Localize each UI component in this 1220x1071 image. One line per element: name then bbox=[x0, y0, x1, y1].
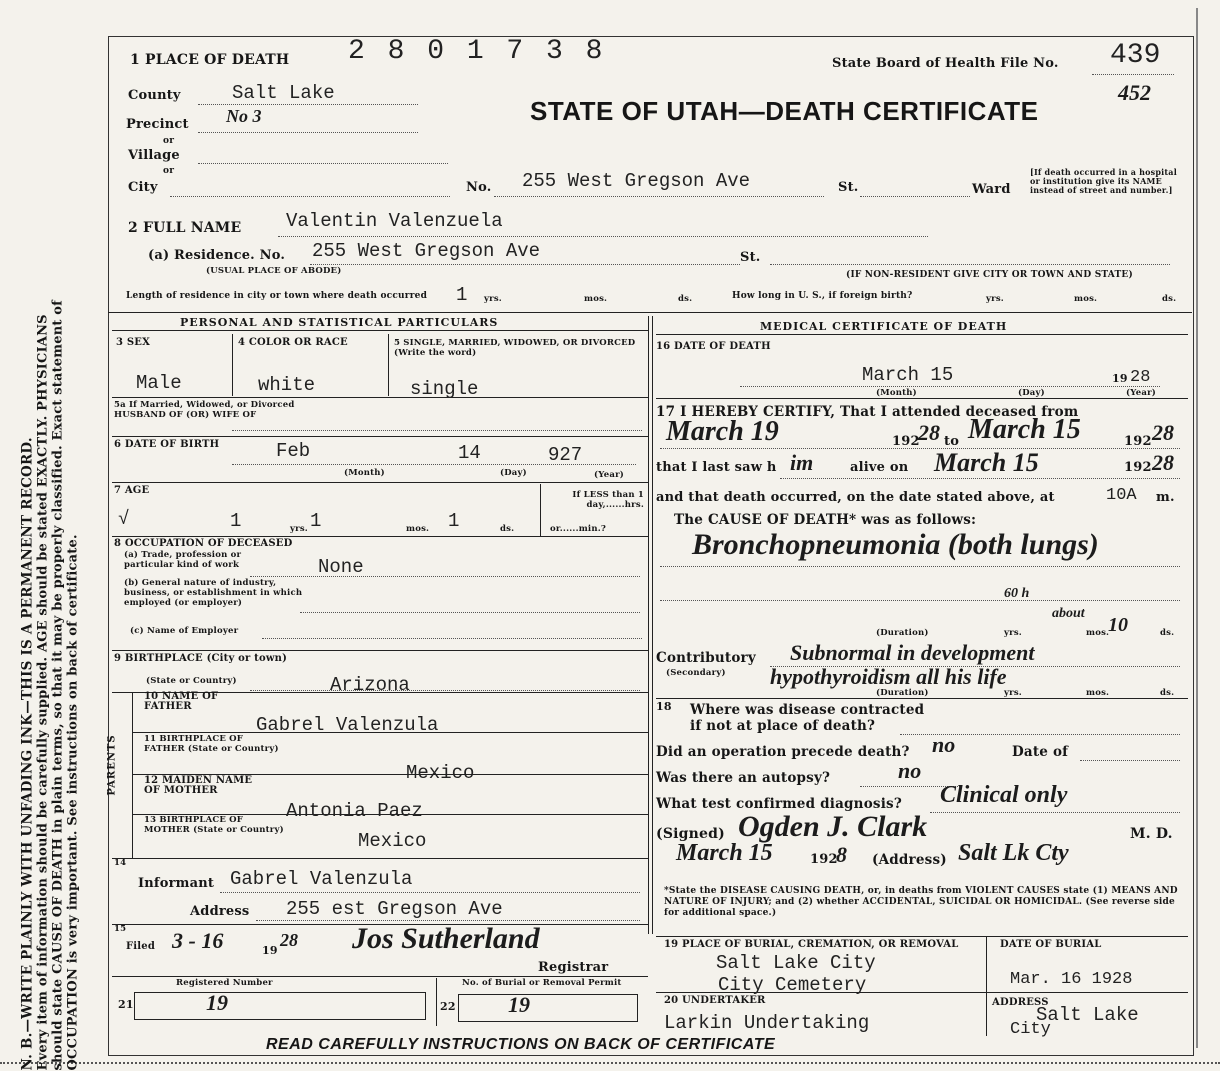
race-value: white bbox=[258, 374, 316, 396]
burial-place-value: Salt Lake City bbox=[716, 952, 876, 974]
date-of-burial-value: Mar. 16 1928 bbox=[1010, 970, 1133, 989]
signed-year-prefix: 192 bbox=[810, 852, 838, 867]
last-seen-label: that I last saw h bbox=[656, 460, 777, 475]
age-label: 7 AGE bbox=[114, 485, 150, 496]
age-mos-caption: mos. bbox=[406, 524, 430, 534]
full-name-value: Valentin Valenzuela bbox=[286, 210, 503, 232]
birthplace-label: 9 BIRTHPLACE (City or town) bbox=[114, 653, 288, 664]
mother-label: 12 MAIDEN NAME OF MOTHER bbox=[144, 775, 253, 796]
side-note-line4: OCCUPATION is very important. See instructions on back of certificate. bbox=[65, 534, 81, 1071]
less-label: If LESS than 1 day,......hrs. bbox=[572, 490, 644, 510]
contributory-line-1: Subnormal in development bbox=[790, 640, 1035, 665]
burial-place-value-2: City Cemetery bbox=[718, 974, 867, 996]
duration-mos-1: mos. bbox=[1086, 628, 1110, 638]
field-22: 22 bbox=[440, 1000, 456, 1013]
date-of-death-label: 16 DATE OF DEATH bbox=[656, 341, 771, 352]
test-value: Clinical only bbox=[940, 782, 1068, 808]
village-label: Village bbox=[128, 148, 180, 163]
duration-yrs-1: yrs. bbox=[1004, 628, 1022, 638]
nineteen-3: 192 bbox=[1124, 460, 1152, 475]
physician-signature: Ogden J. Clark bbox=[738, 810, 928, 843]
nineteen-2: 192 bbox=[1124, 434, 1152, 449]
registrar-signature: Jos Sutherland bbox=[352, 922, 540, 955]
death-year-value: 28 bbox=[1130, 368, 1151, 387]
yrs-2: yrs. bbox=[986, 294, 1004, 304]
date-of-burial-label: DATE OF BURIAL bbox=[1000, 939, 1102, 950]
nonres-note: (IF NON-RESIDENT GIVE CITY OR TOWN AND STATE) bbox=[846, 270, 1133, 280]
informant-label: Informant bbox=[138, 876, 215, 891]
operation-label: Did an operation precede death? bbox=[656, 744, 910, 760]
attended-to: March 15 bbox=[968, 414, 1081, 445]
operation-date-label: Date of bbox=[1012, 744, 1069, 760]
field-18: 18 bbox=[656, 700, 672, 713]
medical-heading: MEDICAL CERTIFICATE OF DEATH bbox=[760, 320, 1008, 333]
file-no-label: State Board of Health File No. bbox=[832, 56, 1059, 71]
death-year-prefix: 19 bbox=[1112, 372, 1128, 385]
last-seen-value: im bbox=[790, 450, 814, 475]
reg-number-label: Registered Number bbox=[176, 978, 273, 988]
dob-day-caption: (Day) bbox=[500, 468, 527, 478]
yrs-1: yrs. bbox=[484, 294, 502, 304]
contributory-line-2: hypothyroidism all his life bbox=[770, 664, 1007, 689]
field-15: 15 bbox=[114, 924, 127, 934]
footer-instructions: READ CAREFULLY INSTRUCTIONS ON BACK OF CERTIFICATE bbox=[266, 1036, 776, 1053]
length-label: Length of residence in city or town where death occurred bbox=[126, 291, 428, 301]
mother-value: Antonia Paez bbox=[286, 800, 423, 822]
informant-address-label: Address bbox=[190, 904, 250, 919]
mother-birthplace-value: Mexico bbox=[358, 830, 427, 852]
undertaker-address-value: Salt Lake bbox=[1036, 1004, 1139, 1026]
street-no-label: No. bbox=[466, 180, 492, 195]
field-21: 21 bbox=[118, 998, 134, 1011]
ward-label: Ward bbox=[972, 182, 1011, 197]
birthplace-state-label: (State or Country) bbox=[146, 676, 237, 686]
mos-1: mos. bbox=[584, 294, 608, 304]
place-of-death-heading: 1 PLACE OF DEATH bbox=[130, 52, 290, 68]
where-contracted-label: Where was disease contracted bbox=[690, 702, 925, 718]
mos-2: mos. bbox=[1074, 294, 1098, 304]
precinct-label: Precinct bbox=[126, 117, 189, 132]
duration-months: 10 bbox=[1108, 614, 1128, 636]
burial-place-label: 19 PLACE OF BURIAL, CREMATION, OR REMOVAL bbox=[664, 939, 959, 950]
duration-mos-2: mos. bbox=[1086, 688, 1110, 698]
marital-label: 5 SINGLE, MARRIED, WIDOWED, OR DIVORCED (Write the word) bbox=[394, 338, 636, 358]
st-label: St. bbox=[838, 180, 859, 195]
to-label: to bbox=[944, 434, 960, 449]
informant-address-value: 255 est Gregson Ave bbox=[286, 898, 503, 920]
burial-permit-label: No. of Burial or Removal Permit bbox=[462, 978, 622, 988]
duration-label-2: (Duration) bbox=[876, 688, 929, 698]
duration-ds-2: ds. bbox=[1160, 688, 1175, 698]
or-1: or bbox=[163, 136, 175, 146]
right-edge bbox=[1196, 8, 1198, 1048]
age-yrs-caption: yrs. bbox=[290, 524, 308, 534]
occupation-a-label: (a) Trade, profession or particular kind of work bbox=[124, 550, 242, 570]
alive-on-label: alive on bbox=[850, 460, 909, 475]
residence-label: (a) Residence. No. bbox=[148, 248, 286, 263]
md-label: M. D. bbox=[1130, 826, 1173, 842]
age-ds-caption: ds. bbox=[500, 524, 515, 534]
certify-line: 17 I HEREBY CERTIFY, That I attended deceased from bbox=[656, 404, 1079, 420]
file-no-value: 439 bbox=[1110, 40, 1161, 71]
filed-year: 28 bbox=[280, 930, 298, 950]
bottom-perforation bbox=[0, 1062, 1220, 1064]
filed-label: Filed bbox=[126, 941, 156, 952]
occupation-value: None bbox=[318, 556, 364, 578]
side-note-line3: should state CAUSE OF DEATH in plain terms, so that it may be properly classified. Exact statement of bbox=[50, 300, 66, 1071]
autopsy-value: no bbox=[898, 758, 922, 783]
sex-value: Male bbox=[136, 372, 182, 394]
registrar-label: Registrar bbox=[538, 960, 609, 975]
last-seen-date: March 15 bbox=[934, 448, 1039, 477]
document-title: STATE OF UTAH—DEATH CERTIFICATE bbox=[530, 96, 1039, 126]
duration-ds-1: ds. bbox=[1160, 628, 1175, 638]
less-min: or......min.? bbox=[550, 524, 607, 534]
death-time-label: and that death occurred, on the date stated above, at bbox=[656, 490, 1055, 505]
where-contracted-label-2: if not at place of death? bbox=[690, 718, 876, 734]
dob-day: 14 bbox=[458, 442, 481, 464]
personal-heading: PERSONAL AND STATISTICAL PARTICULARS bbox=[180, 316, 499, 329]
spouse-label: 5a If Married, Widowed, or Divorced HUSBAND OF (OR) WIFE OF bbox=[114, 400, 295, 420]
death-date-value: March 15 bbox=[862, 364, 954, 386]
dob-month-caption: (Month) bbox=[344, 468, 385, 478]
parents-label: PARENTS bbox=[106, 734, 118, 796]
death-street: 255 West Gregson Ave bbox=[522, 170, 751, 192]
abode-note: (USUAL PLACE OF ABODE) bbox=[206, 266, 342, 276]
dob-year: 927 bbox=[548, 444, 583, 466]
autopsy-label: Was there an autopsy? bbox=[656, 770, 831, 786]
contributory-label: Contributory bbox=[656, 650, 756, 666]
dob-label: 6 DATE OF BIRTH bbox=[114, 439, 220, 450]
res-st-label: St. bbox=[740, 250, 761, 265]
father-label: 10 NAME OF FATHER bbox=[144, 691, 219, 712]
duration-label-1: (Duration) bbox=[876, 628, 929, 638]
length-yrs: 1 bbox=[456, 284, 468, 306]
physician-address-label: (Address) bbox=[872, 852, 947, 868]
reg-number-value: 19 bbox=[206, 990, 228, 1015]
duration-yrs-2: yrs. bbox=[1004, 688, 1022, 698]
physician-address-value: Salt Lk Cty bbox=[958, 840, 1069, 866]
filed-year-prefix: 19 bbox=[262, 944, 278, 957]
precinct-value: No 3 bbox=[226, 106, 262, 126]
m-label: m. bbox=[1156, 490, 1175, 505]
side-note-line2: Every item of information should be carefully supplied. AGE should be stated EXACTLY. PHYSICIANS bbox=[35, 314, 51, 1071]
or-2: or bbox=[163, 166, 175, 176]
father-value: Gabrel Valenzula bbox=[256, 714, 439, 736]
county-label: County bbox=[128, 88, 181, 103]
file-no-alt: 452 bbox=[1118, 80, 1151, 105]
signed-date: March 15 bbox=[676, 840, 773, 866]
burial-permit-value: 19 bbox=[508, 992, 530, 1017]
age-check: √ bbox=[118, 508, 130, 530]
dob-month: Feb bbox=[276, 440, 311, 462]
undertaker-label: 20 UNDERTAKER bbox=[664, 995, 766, 1006]
certificate-number: 2 8 0 1 7 3 8 bbox=[348, 36, 606, 67]
employer-label: (c) Name of Employer bbox=[130, 626, 239, 636]
attended-from-year: 28 bbox=[918, 420, 940, 445]
ds-1: ds. bbox=[678, 294, 693, 304]
last-seen-year: 28 bbox=[1152, 450, 1174, 475]
signed-year: 8 bbox=[836, 842, 847, 867]
death-day-caption: (Day) bbox=[1018, 388, 1045, 398]
death-time-value: 10A bbox=[1106, 486, 1137, 505]
cause-value: Bronchopneumonia (both lungs) bbox=[692, 528, 1099, 561]
side-note-line1: N. B.—WRITE PLAINLY WITH UNFADING INK—THIS IS A PERMANENT RECORD. bbox=[19, 437, 36, 1071]
duration-note-1: 60 h bbox=[1004, 586, 1030, 601]
dob-year-caption: (Year) bbox=[594, 470, 624, 480]
age-mos: 1 bbox=[310, 510, 322, 532]
full-name-heading: 2 FULL NAME bbox=[128, 220, 242, 236]
cause-label: The CAUSE OF DEATH* was as follows: bbox=[674, 512, 977, 528]
residence-value: 255 West Gregson Ave bbox=[312, 240, 541, 262]
side-note bbox=[20, 31, 81, 1071]
birthplace-value: Arizona bbox=[330, 674, 410, 696]
marital-value: single bbox=[410, 378, 479, 400]
us-label: How long in U. S., if foreign birth? bbox=[732, 291, 913, 301]
signed-label: (Signed) bbox=[656, 826, 725, 842]
father-birthplace-label: 11 BIRTHPLACE OF FATHER (State or Country) bbox=[144, 734, 279, 754]
undertaker-value: Larkin Undertaking bbox=[664, 1012, 870, 1034]
age-ds: 1 bbox=[448, 510, 460, 532]
occupation-b-label: (b) General nature of industry, business, or establishment in which employed (or employer) bbox=[124, 578, 303, 608]
attended-to-year: 28 bbox=[1152, 420, 1174, 445]
occupation-label: 8 OCCUPATION OF DECEASED bbox=[114, 538, 293, 549]
violent-death-footnote: *State the DISEASE CAUSING DEATH, or, in deaths from VIOLENT CAUSES state (1) MEANS AND NATURE OF INJURY; and (2) whether ACCIDENTAL, SUICIDAL OR HOMICIDAL. (See reverse side for additional space.) bbox=[664, 886, 1178, 918]
test-label: What test confirmed diagnosis? bbox=[656, 796, 902, 812]
informant-value: Gabrel Valenzula bbox=[230, 868, 413, 890]
attended-from: March 19 bbox=[666, 416, 779, 447]
nineteen-1: 192 bbox=[892, 434, 920, 449]
age-yrs: 1 bbox=[230, 510, 242, 532]
duration-note-2: about bbox=[1052, 606, 1085, 621]
death-year-caption: (Year) bbox=[1126, 388, 1156, 398]
undertaker-address-value-2: City bbox=[1010, 1020, 1051, 1039]
mother-birthplace-label: 13 BIRTHPLACE OF MOTHER (State or Country) bbox=[144, 815, 284, 835]
race-label: 4 COLOR OR RACE bbox=[238, 337, 348, 348]
undertaker-address-label: ADDRESS bbox=[992, 997, 1049, 1008]
ward-note: [If death occurred in a hospital or institution give its NAME instead of street and number.] bbox=[1030, 167, 1177, 195]
sex-label: 3 SEX bbox=[116, 337, 151, 348]
city-label: City bbox=[128, 180, 158, 195]
filed-date: 3 - 16 bbox=[172, 928, 224, 953]
field-14: 14 bbox=[114, 858, 127, 868]
secondary-label: (Secondary) bbox=[666, 668, 726, 678]
father-birthplace-value: Mexico bbox=[406, 762, 475, 784]
ds-2: ds. bbox=[1162, 294, 1177, 304]
operation-value: no bbox=[932, 732, 956, 757]
death-month-caption: (Month) bbox=[876, 388, 917, 398]
county-value: Salt Lake bbox=[232, 82, 335, 104]
